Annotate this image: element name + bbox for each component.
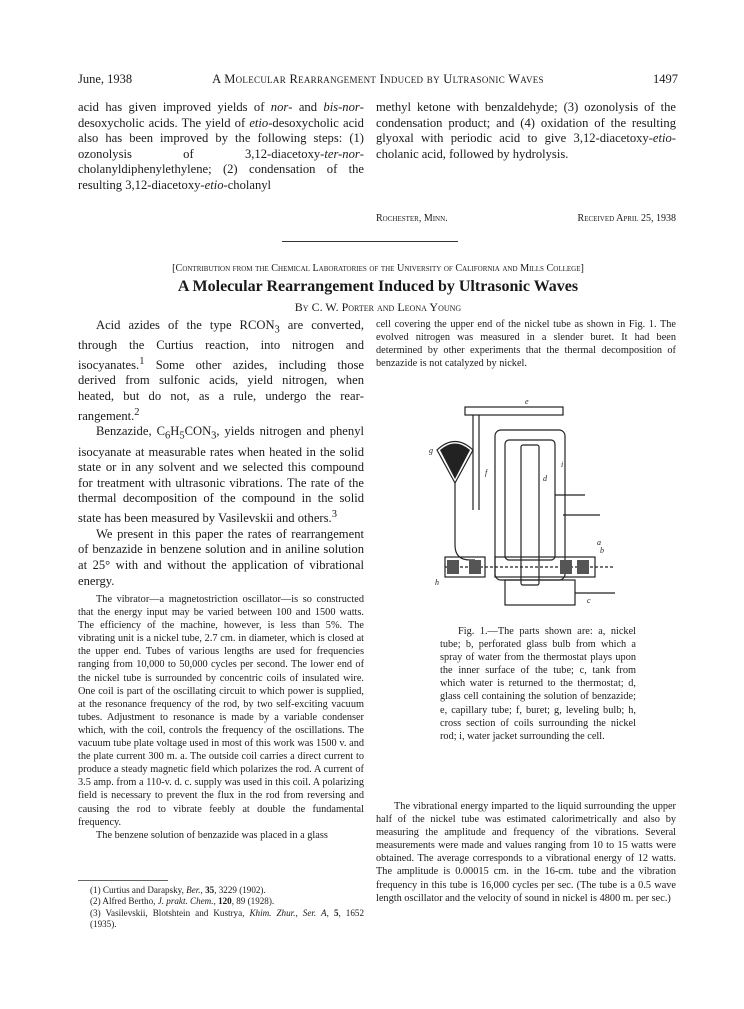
figure-label-h: h — [435, 578, 439, 587]
right-top-paragraph: cell covering the upper end of the nickel tube as shown in Fig. 1. The evolved nitrogen was measured in a slender buret. It had been determined by other experiments that the thermal decomposition of benzazide is not catalyzed by nickel. — [376, 319, 676, 370]
contribution-line: [Contribution from the Chemical Laboratories of the University of California and Mills College] — [172, 263, 584, 274]
article-title: A Molecular Rearrangement Induced by Ultrasonic Waves — [177, 278, 579, 295]
header-running-title: A Molecular Rearrangement Induced by Ultrasonic Waves — [212, 72, 544, 86]
header-date: June, 1938 — [78, 72, 133, 86]
footnote-2: (2) Alfred Bertho, J. prakt. Chem., 120, 89 (1928). — [90, 896, 275, 907]
footnote-1: (1) Curtius and Darapsky, Ber., 35, 3229 (1902). — [90, 885, 266, 895]
figure-label-e: e — [525, 397, 529, 406]
intro-text — [78, 318, 364, 589]
figure-caption — [440, 625, 636, 743]
figure-label-d: d — [543, 474, 547, 483]
right-bottom-paragraph: The vibrational energy imparted to the liquid surrounding the upper half of the nickel tube was estimated calorimetrically and also by measuring the amplitude and frequency of the vibrations. Several measurements were made and values ranging from 10 to 15 watts were obtained. The average corresponds to a vibrational energy of 12 watts. The amplitude is 0.00015 cm. in the 16-cm. tube and the vibration frequency in this tube is 16,000 cycles per sec. (The tube is a 0.5 wave length oscillator and the velocity of sound in nickel is 4800 m. per sec.) — [376, 801, 676, 904]
figure-label-b: b — [600, 546, 604, 555]
experimental-paragraph-2: The benzene solution of benzazide was placed in a glass — [96, 829, 328, 841]
section-divider — [282, 241, 458, 242]
intro-paragraph-3: We present in this paper the rates of rearrangement of benzazide in benzene solution and in aniline solution at 25° with and without the application of vibrational energy. — [78, 526, 364, 588]
footnotes — [78, 885, 364, 931]
authors: By C. W. Porter and Leona Young — [294, 300, 462, 314]
right-top-text — [376, 318, 676, 370]
figure-label-f: f — [485, 468, 488, 477]
figure-caption-text: Fig. 1.—The parts shown are: a, nickel tube; b, perforated glass bulb from which a spray of water from the thermostat plays upon the inner surface of the tube; c, tank from which water is returned to the thermostat; d, glass cell containing the solution of benzazide; e, capillary tube; f, buret; g, leveling bulb; h, cross section of coils surrounding the nickel rod; i, water jacket surrounding the cell. — [440, 626, 636, 742]
location: Rochester, Minn. — [376, 213, 448, 224]
top-left-text — [78, 100, 364, 194]
intro-paragraph-1: Acid azides of the type $RCON_3$ are converted, through the Curtius reaction, into nitrogen and isocyanates.$^1$ Some other azides, including those derived from sulfonic acids, yield nitrogen, when heated, but do not, as a rule, undergo the rearrangement.$^2$ — [78, 318, 364, 423]
top-right-text — [376, 100, 676, 162]
apparatus-diagram — [425, 395, 633, 610]
header-page-number: 1497 — [653, 72, 678, 86]
top-left-paragraph: acid has given improved yields of nor- and bis-nor-desoxycholic acids. The yield of etio-desoxycholic acid also has been improved by the following steps: (1) ozonolysis of 3,12-diacetoxy-ter-nor-cholanyldiphenylethylene; (2) condensation of the resulting 3,12-diacetoxy-etio-cholanyl — [78, 100, 364, 192]
figure-label-g: g — [429, 446, 433, 455]
footnote-rule — [78, 880, 168, 881]
right-bottom-text — [376, 800, 676, 905]
figure-label-a: a — [597, 538, 601, 547]
figure-label-c: c — [587, 596, 591, 605]
experimental-paragraph-1: The vibrator—a magnetostriction oscillator—is so constructed that the energy input may be varied between 100 and 1500 watts. The efficiency of the machine, however, is less than 5%. The vibrating unit is a nickel tube, 2.7 cm. in diameter, which is closed at the upper end. Tubes of various lengths are used for frequencies ranging from 10,000 to 50,000 cycles per second. The lower end of the nickel tube is surrounded by concentric coils of insulated wire. One coil is part of the oscillating circuit to which power is supplied, at the resonance frequency of the rod, by two self-exciting vacuum tubes. Adjustment to resonance is made by a variable condenser which, with the coil, controls the frequency of the oscillations. The vacuum tube plate voltage used in most of this work was 1500 v. and the plate current 300 m. a. The outside coil carries a direct current to produce a steady magnetic field which polarizes the rod. A current of 3.5 amp. from a 110-v. d. c. supply was used in this coil. A polarizing field is necessary to prevent the flux in the rod from reversing and causing the rod to vibrate feebly at double the fundamental frequency. — [78, 594, 364, 828]
received-date: Received April 25, 1938 — [577, 213, 676, 224]
running-header — [78, 72, 678, 88]
figure-label-i: i — [561, 460, 564, 469]
leveling-bulb-shape — [440, 444, 470, 480]
footnote-3: (3) Vasilevskii, Blotshtein and Kustrya, Khim. Zhur., Ser. A, 5, 1652 (1935). — [90, 907, 364, 930]
experimental-text — [78, 593, 364, 842]
figure-apparatus — [425, 395, 633, 610]
intro-paragraph-2: Benzazide, $C_6H_5CON_3$, yields nitrogen and phenyl isocyanate at measurable rates when heated in the solid state or in any solvent and we selected this compound for treatment with ultrasonic vibrations. The rate of the thermal decomposition of the compound in the solid state has been measured by Vasilevskii and others.$^3$ — [78, 424, 364, 526]
top-right-paragraph: methyl ketone with benzaldehyde; (3) ozonolysis of the condensation product; and (4) oxidation of the resulting glyoxal with periodic acid to give 3,12-diacetoxy-etio-cholanic acid, followed by hydrolysis. — [376, 100, 676, 161]
